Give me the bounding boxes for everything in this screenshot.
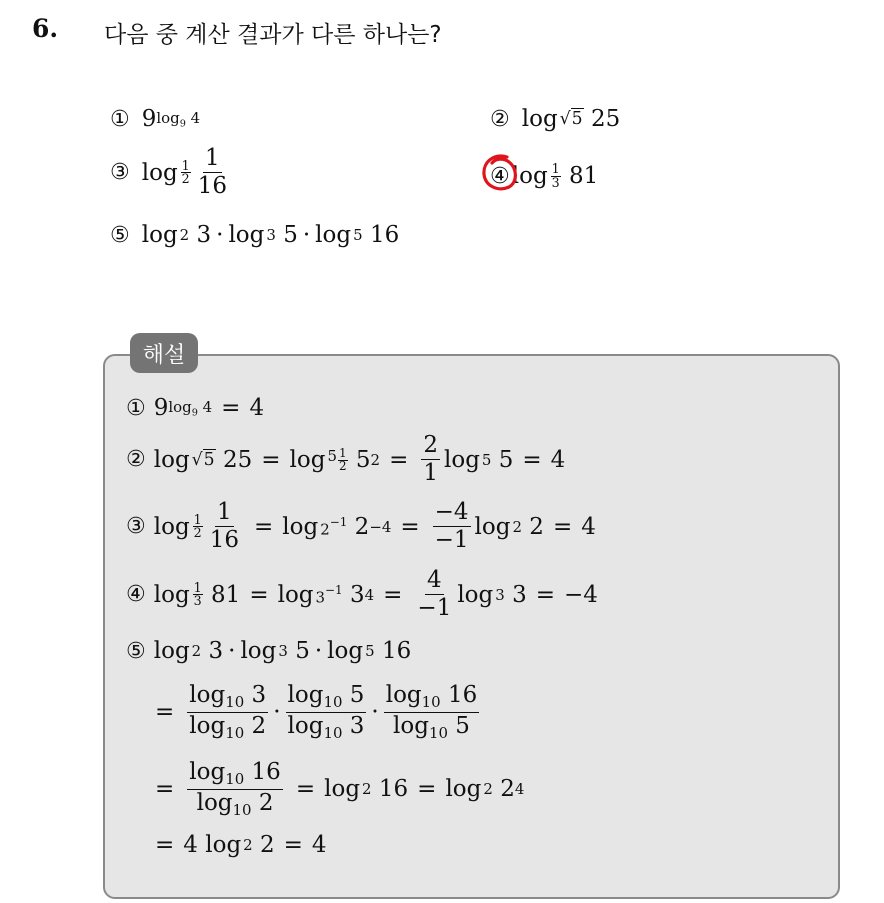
arg: 81 (569, 163, 599, 190)
choice-1[interactable] (110, 106, 200, 132)
choice-marker: ④ (490, 163, 510, 189)
arg: 25 (590, 106, 621, 132)
solution-line-7: = $\frac{\log_{10} 16}{\log_{10} 2}$ = log 2 16 = log 2 2 4 (155, 759, 525, 819)
dot-operator: · (216, 222, 224, 248)
solution-line-6: = $\frac{\log_{10} 3}{\log_{10} 2}$ · $\frac{\log_{10} 5}{\log_{10} 3}$ · $\frac{\log_{10} 16}{\log_{10} 5}$ (155, 682, 478, 742)
choice-5[interactable]: ⑤ log 2 3 · log 3 5 · log 5 16 (110, 222, 400, 248)
base-9: 9 (141, 106, 157, 132)
sqrt: √5 (559, 109, 583, 129)
question-text: 다음 중 계산 결과가 다른 하나는? (104, 22, 442, 48)
log-fn: log (315, 222, 352, 248)
choice-marker: ⑤ (110, 222, 130, 248)
choice-marker: ① (110, 106, 130, 132)
base-fraction: $\frac{1}{3}$ (551, 161, 560, 190)
solution-marker: ③ (126, 514, 146, 540)
base-fraction: $\frac{1}{2}$ (181, 157, 190, 187)
choice-marker: ③ (110, 160, 130, 186)
question-number: 6. (32, 14, 59, 43)
solution-marker: ⑤ (126, 638, 146, 664)
solution-line-3: ③ log $\frac{1}{2}$ $\frac{1}{16}$ = log $2^{-1}$ 2 −4 = $\frac{-4}{-1}$ log 2 2 = 4 (126, 499, 596, 554)
argument-fraction: $\frac{1}{16}$ (197, 145, 227, 200)
solution-marker: ② (126, 447, 146, 473)
solution-line-1: ① 9 $\log_9 4$ = 4 (126, 395, 265, 421)
log-fn: log (228, 222, 265, 248)
dot-operator: · (302, 222, 311, 248)
solution-marker: ① (126, 395, 146, 421)
choice-4[interactable] (490, 163, 598, 189)
log-fn: log (521, 106, 558, 132)
solution-line-8: = 4 log 2 2 = 4 (155, 832, 327, 858)
choice-2[interactable] (490, 106, 620, 132)
choice-marker: ② (490, 106, 510, 132)
choice-3[interactable] (110, 146, 233, 200)
log-fn: log (511, 163, 548, 190)
solution-tab: 해설 (130, 333, 198, 373)
exponent: $\log_9 4$ (156, 108, 201, 130)
solution-line-2: ② log √5 25 = log 5 $\frac{1}{2}$ 5 2 = $\frac{2}{1}$ log 5 5 = 4 (126, 432, 566, 487)
log-fn: log (141, 222, 178, 248)
solution-line-4: ④ log $\frac{1}{3}$ 81 = log $3^{-1}$ 3 4 = $\frac{4}{-1}$ log 3 3 = −4 (126, 567, 598, 622)
solution-marker: ④ (126, 582, 146, 608)
log-fn: log (141, 159, 178, 186)
solution-line-5: ⑤ log 2 3 · log 3 5 · log 5 16 (126, 638, 412, 664)
